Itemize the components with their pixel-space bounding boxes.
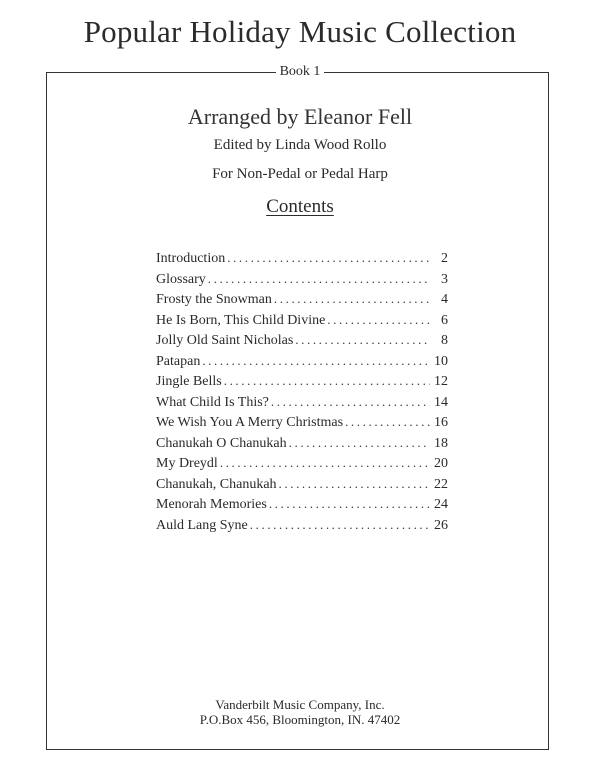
- toc-entry: [156, 310, 448, 331]
- toc-page: 3: [441, 271, 448, 287]
- toc-title: Chanukah, Chanukah: [156, 476, 277, 492]
- toc-entry: [156, 392, 448, 413]
- toc-page: 22: [434, 476, 448, 492]
- toc-title: Auld Lang Syne: [156, 517, 248, 533]
- toc-leader: [327, 310, 430, 331]
- toc-page: 10: [434, 353, 448, 369]
- table-of-contents: [156, 248, 448, 535]
- toc-title: We Wish You A Merry Christmas: [156, 415, 344, 430]
- toc-page: 20: [434, 456, 448, 471]
- toc-entry: [156, 330, 448, 351]
- toc-entry: [156, 351, 448, 372]
- toc-page: 18: [434, 435, 448, 451]
- toc-title: Introduction: [156, 251, 226, 266]
- toc-entry: [156, 371, 448, 392]
- contents-heading: Contents: [266, 196, 334, 217]
- editor-credit: Edited by Linda Wood Rollo: [213, 137, 387, 153]
- toc-leader: [208, 269, 430, 290]
- toc-leader: [289, 433, 430, 454]
- toc-entry: [156, 453, 448, 474]
- toc-page: 16: [434, 415, 448, 430]
- toc-title: Jingle Bells: [156, 374, 222, 389]
- instrument-note: For Non-Pedal or Pedal Harp: [212, 166, 388, 182]
- publisher-name: Vanderbilt Music Company, Inc.: [215, 697, 385, 712]
- book-label-wrapper: [0, 63, 600, 81]
- publisher-info: [0, 697, 600, 727]
- toc-title: Glossary: [156, 271, 206, 287]
- arranger-credit: Arranged by Eleanor Fell: [187, 104, 413, 129]
- toc-leader: [295, 330, 430, 351]
- toc-page: 2: [441, 251, 448, 266]
- toc-title: Frosty the Snowman: [156, 292, 272, 307]
- toc-entry: [156, 412, 448, 433]
- toc-entry: [156, 248, 448, 269]
- toc-entry: [156, 289, 448, 310]
- toc-page: 14: [434, 394, 448, 410]
- toc-leader: [224, 371, 430, 392]
- toc-title: Patapan: [156, 353, 201, 369]
- toc-title: Chanukah O Chanukah: [156, 435, 287, 451]
- toc-page: 26: [434, 517, 448, 533]
- toc-title: My Dreydl: [156, 456, 218, 471]
- toc-title: Menorah Memories: [156, 497, 267, 512]
- toc-leader: [345, 412, 430, 433]
- toc-leader: [220, 453, 430, 474]
- toc-entry: [156, 474, 448, 495]
- toc-leader: [274, 289, 430, 310]
- toc-leader: [250, 515, 430, 536]
- toc-leader: [269, 494, 430, 515]
- toc-leader: [202, 351, 430, 372]
- toc-entry: [156, 269, 448, 290]
- publisher-address: P.O.Box 456, Bloomington, IN. 47402: [199, 712, 401, 727]
- toc-leader: [227, 248, 430, 269]
- page-title: Popular Holiday Music Collection: [83, 14, 517, 49]
- toc-leader: [271, 392, 430, 413]
- toc-title: What Child Is This?: [156, 394, 269, 410]
- toc-page: 8: [441, 333, 448, 348]
- toc-leader: [279, 474, 430, 495]
- toc-entry: [156, 433, 448, 454]
- book-label: Book 1: [276, 64, 325, 79]
- toc-page: 6: [441, 312, 448, 328]
- contents-heading-wrapper: [0, 196, 600, 218]
- toc-title: He Is Born, This Child Divine: [156, 312, 326, 328]
- toc-page: 24: [434, 497, 448, 512]
- toc-page: 4: [441, 292, 448, 307]
- toc-entry: [156, 494, 448, 515]
- toc-page: 12: [434, 374, 448, 389]
- toc-title: Jolly Old Saint Nicholas: [156, 333, 294, 348]
- toc-entry: [156, 515, 448, 536]
